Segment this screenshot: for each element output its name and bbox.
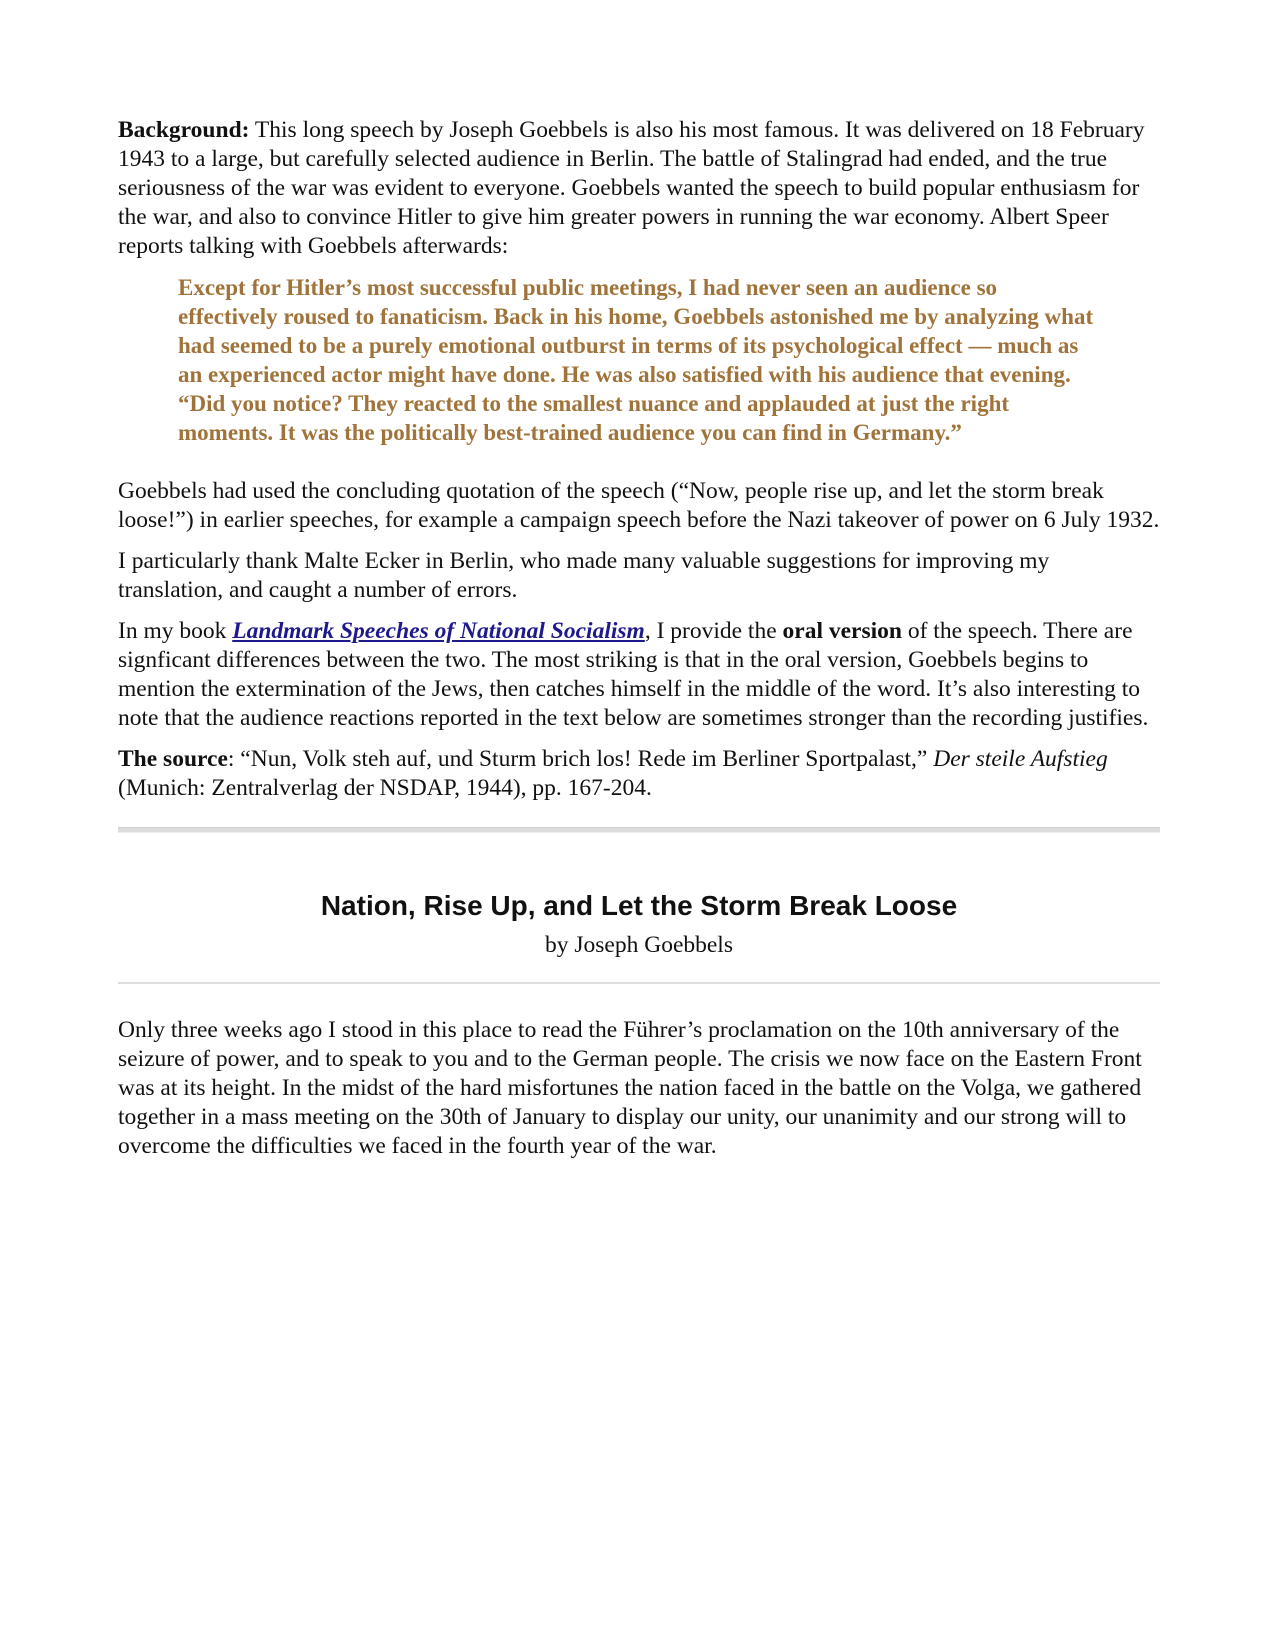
speech-paragraph: Only three weeks ago I stood in this place to read the Führer’s proclamation on the 10th anniversary of the seizure of power, and to speak to you and to the German people. The crisis we now face on the Eastern Front was at its height. In the midst of the hard misfortunes the nation faced in the battle on the Volga, we gathered together in a mass meeting on the 30th of January to display our unity, our unanimity and our strong will to overcome the difficulties we faced in the fourth year of the war. <box>118 1017 1142 1159</box>
speer-quote: Except for Hitler’s most successful public meetings, I had never seen an audience so effectively roused to fanaticism. Back in his home, Goebbels astonished me by analyzing what had seemed to be a purely emotional outburst in terms of its psychological effect — much as an experienced actor might have done. He was also satisfied with his audience that evening. “Did you notice? They reacted to the smallest nuance and applauded at just the right moments. It was the politically best-trained audience you can find in Germany.” <box>178 275 1094 445</box>
background-paragraph <box>118 116 1160 261</box>
book-suffix: of the speech. There are signficant differences between the two. The most striking is that in the oral version, Goebbels begins to mention the extermination of the Jews, then catches himself in the middle of the word. It’s also interesting to note that the audience reactions reported in the text below are sometimes stronger than the recording justifies. <box>118 618 1149 731</box>
speech-title: Nation, Rise Up, and Let the Storm Break Loose <box>320 890 958 921</box>
book-middle: , I provide the <box>644 618 783 644</box>
background-label: Background: <box>118 117 250 143</box>
document-page <box>118 116 1160 1161</box>
book-link[interactable]: Landmark Speeches of National Socialism <box>232 618 645 644</box>
book-paragraph <box>118 617 1160 733</box>
book-prefix: In my book <box>118 618 233 644</box>
title-divider <box>118 982 1160 984</box>
speech-byline: by Joseph Goebbels <box>545 932 733 958</box>
section-divider <box>118 827 1160 833</box>
source-label: The source <box>118 746 228 772</box>
source-text-2: (Munich: Zentralverlag der NSDAP, 1944), pp. 167-204. <box>118 775 652 801</box>
source-text-1: : “Nun, Volk steh auf, und Sturm brich los! Rede im Berliner Sportpalast,” <box>227 746 934 772</box>
background-text: This long speech by Joseph Goebbels is also his most famous. It was delivered on 18 February 1943 to a large, but carefully selected audience in Berlin. The battle of Stalingrad had ended, and the true seriousness of the war was evident to everyone. Goebbels wanted the speech to build popular enthusiasm for the war, and also to convince Hitler to give him greater powers in running the war economy. Albert Speer reports talking with Goebbels afterwards: <box>118 117 1145 259</box>
quotation-note-paragraph: Goebbels had used the concluding quotation of the speech (“Now, people rise up, and let the storm break loose!”) in earlier speeches, for example a campaign speech before the Nazi takeover of power on 6 July 1932. <box>118 478 1160 533</box>
source-book-title: Der steile Aufstieg <box>933 746 1108 772</box>
source-paragraph <box>118 745 1160 803</box>
oral-version-text: oral version <box>782 618 902 644</box>
thanks-paragraph: I particularly thank Malte Ecker in Berlin, who made many valuable suggestions for improving my translation, and caught a number of errors. <box>118 548 1050 603</box>
